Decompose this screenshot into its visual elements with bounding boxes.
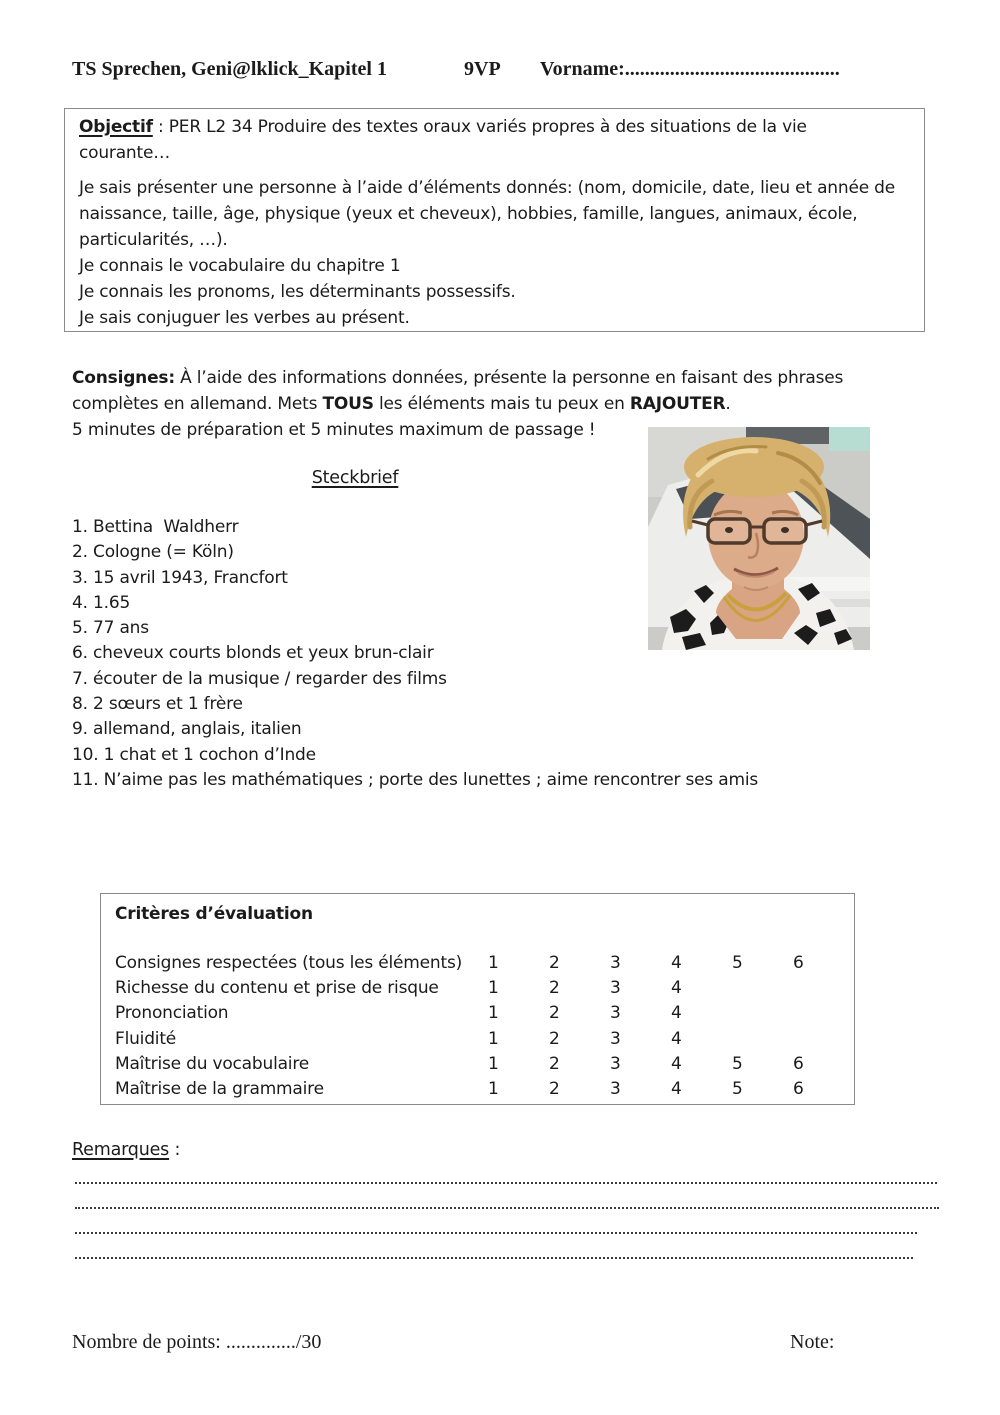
- instructions-timing: 5 minutes de préparation et 5 minutes maximum de passage !: [72, 420, 596, 440]
- criteria-score: 5: [732, 1079, 743, 1100]
- list-item: 9. allemand, anglais, italien: [72, 719, 302, 740]
- criteria-score: 1: [488, 1028, 499, 1049]
- steckbrief-title-text: Steckbrief: [311, 468, 399, 488]
- criteria-score: 4: [671, 953, 682, 973]
- grade-label: Note:: [790, 1331, 835, 1353]
- criteria-score: [732, 1001, 793, 1026]
- objective-line-1: Je connais le vocabulaire du chapitre 1: [79, 256, 401, 276]
- criteria-score: 1: [488, 1053, 499, 1074]
- criteria-score: [732, 1027, 793, 1052]
- criteria-score: 6: [793, 953, 804, 973]
- criteria-score: 1: [488, 1079, 499, 1100]
- objective-label: Objectif: [79, 117, 153, 137]
- instructions-emphasis-rajouter: RAJOUTER: [629, 394, 726, 414]
- objective-line-3: Je sais conjuguer les verbes au présent.: [79, 308, 410, 328]
- criteria-score: 5: [732, 1053, 743, 1074]
- list-item: 2. Cologne (= Köln): [72, 542, 234, 563]
- objective-intro: [79, 114, 889, 166]
- class-group-label: 9VP: [464, 58, 501, 80]
- objective-text: PER L2 34 Produire des textes oraux variés propres à des situations de la vie courante…: [79, 117, 807, 163]
- points-total-label: Nombre de points: ............../30: [72, 1331, 322, 1353]
- criteria-score: 2: [549, 978, 560, 999]
- criteria-score: 2: [549, 953, 560, 973]
- steckbrief-title: [75, 468, 635, 488]
- criteria-score: 3: [610, 1079, 621, 1100]
- objective-separator: :: [152, 117, 169, 137]
- objective-skills: Je sais présenter une personne à l’aide d’éléments donnés: (nom, domicile, date, lieu et année de naissance, taille, âge, physique (yeux et cheveux), hobbies, famille, langues, animaux, école, particularités, …).: [79, 178, 896, 250]
- remarks-colon: :: [169, 1140, 181, 1160]
- criteria-row: [115, 976, 854, 1001]
- list-item: 6. cheveux courts blonds et yeux brun-clair: [72, 643, 434, 664]
- criteria-score: 4: [671, 1003, 682, 1024]
- criteria-score: [793, 1001, 854, 1026]
- instructions-part3: .: [725, 394, 731, 414]
- remarks-label: Remarques: [72, 1140, 170, 1160]
- criteria-score: 2: [549, 1003, 560, 1024]
- remarks-dotted-line: [75, 1207, 939, 1209]
- remarks-dotted-line: [75, 1182, 937, 1184]
- criteria-label: Maîtrise du vocabulaire: [115, 1053, 310, 1074]
- firstname-field-label: Vorname:...........................................: [540, 58, 840, 80]
- criteria-row: [115, 1077, 854, 1102]
- criteria-title: Critères d’évaluation: [115, 904, 313, 924]
- portrait-photo-image: [648, 427, 870, 650]
- criteria-score: [793, 1027, 854, 1052]
- criteria-score: 1: [488, 1003, 499, 1024]
- remarks-dotted-line: [75, 1232, 917, 1234]
- remarks-heading: [72, 1140, 180, 1160]
- criteria-score: 4: [671, 1028, 682, 1049]
- criteria-label: Consignes respectées (tous les éléments): [115, 953, 463, 973]
- objective-line-2: Je connais les pronoms, les déterminants possessifs.: [79, 282, 516, 302]
- instructions-text: [72, 365, 857, 417]
- criteria-score: 3: [610, 978, 621, 999]
- criteria-row: [115, 1052, 854, 1077]
- criteria-row: [115, 951, 854, 976]
- list-item: 5. 77 ans: [72, 618, 149, 639]
- criteria-score: 4: [671, 978, 682, 999]
- criteria-label: Richesse du contenu et prise de risque: [115, 978, 439, 999]
- criteria-score: 3: [610, 1053, 621, 1074]
- list-item: 11. N’aime pas les mathématiques ; porte des lunettes ; aime rencontrer ses amis: [72, 769, 759, 790]
- list-item: 3. 15 avril 1943, Francfort: [72, 567, 288, 588]
- evaluation-criteria-box: [100, 893, 855, 1105]
- criteria-score: 6: [793, 1079, 804, 1100]
- criteria-score: 2: [549, 1079, 560, 1100]
- criteria-score: 2: [549, 1028, 560, 1049]
- criteria-score: 3: [610, 1028, 621, 1049]
- criteria-label: Maîtrise de la grammaire: [115, 1079, 324, 1100]
- criteria-row: [115, 1027, 854, 1052]
- criteria-score: 5: [732, 953, 743, 973]
- list-item: 7. écouter de la musique / regarder des films: [72, 668, 447, 689]
- document-title: TS Sprechen, Geni@lklick_Kapitel 1: [72, 58, 387, 80]
- list-item: 8. 2 sœurs et 1 frère: [72, 694, 243, 715]
- criteria-score: 4: [671, 1053, 682, 1074]
- criteria-score: 4: [671, 1079, 682, 1100]
- criteria-score: [793, 976, 854, 1001]
- criteria-row: [115, 1001, 854, 1026]
- list-item: 1. Bettina Waldherr: [72, 517, 239, 537]
- instructions-part2: les éléments mais tu peux en: [373, 394, 630, 414]
- criteria-label: Fluidité: [115, 1028, 177, 1049]
- instructions-label: Consignes:: [72, 368, 175, 388]
- criteria-score: 2: [549, 1053, 560, 1074]
- criteria-score: 3: [610, 953, 621, 973]
- objective-box: [64, 108, 925, 332]
- remarks-dotted-line: [75, 1257, 913, 1259]
- criteria-score: [732, 976, 793, 1001]
- list-item: 4. 1.65: [72, 592, 131, 613]
- criteria-label: Prononciation: [115, 1003, 229, 1024]
- instructions-emphasis-tous: TOUS: [322, 394, 374, 414]
- portrait-photo: [648, 427, 870, 650]
- instructions-part1: À l’aide des informations données, présente la personne en faisant des phrases complètes en allemand. Mets: [72, 368, 844, 414]
- criteria-score: 1: [488, 978, 499, 999]
- criteria-score: 6: [793, 1053, 804, 1074]
- criteria-score: 1: [488, 953, 499, 973]
- criteria-score: 3: [610, 1003, 621, 1024]
- list-item: 10. 1 chat et 1 cochon d’Inde: [72, 744, 316, 765]
